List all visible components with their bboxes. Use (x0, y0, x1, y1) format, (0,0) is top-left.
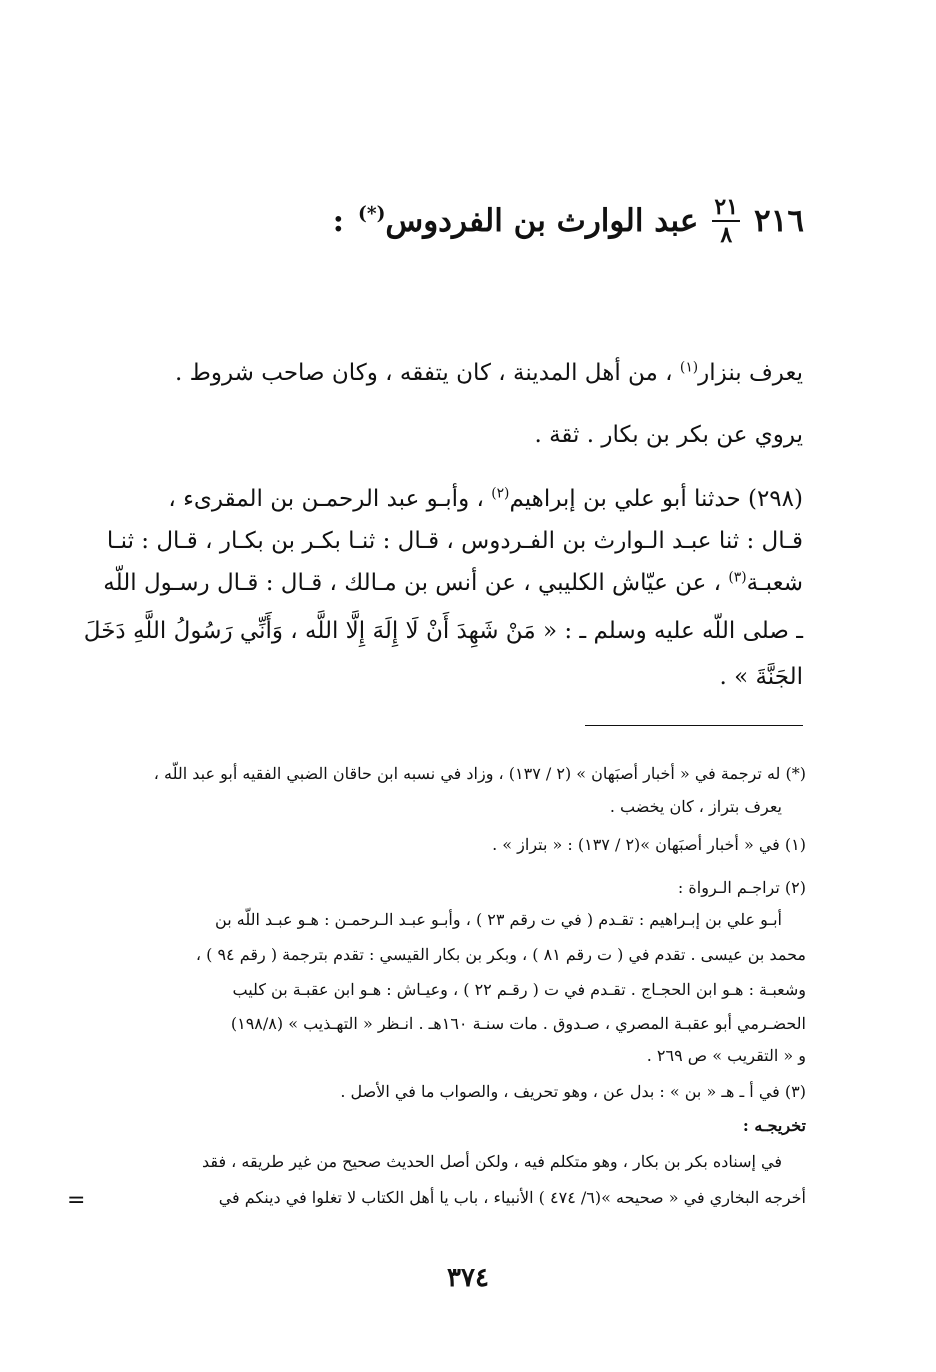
footnote-separator (585, 725, 803, 726)
footnote-2-line (647, 1046, 806, 1065)
footnote-2-line (215, 910, 782, 929)
footnote-heading: (٢) تراجـم الـرواة : (677, 878, 806, 897)
footnote-text: الحضـرمي أبو عقبـة المصري ، صـدوق . مات سنـة ١٦٠هـ . انـظر « التهـذيب » (١٩٨/٨) (230, 1014, 806, 1033)
footnote-text: يعرف بتراز ، كان يخضب . (609, 797, 782, 816)
footnote-ref-3: (٣) (728, 569, 747, 586)
hadith-text: (٢٩٨) حدثنا أبو علي بن إبراهيم (509, 486, 803, 512)
takhrij-heading: تخريجـه : (742, 1116, 806, 1135)
intro-text-before: يعرف بنزار (698, 360, 803, 386)
hadith-line (168, 486, 803, 512)
takhrij-title (743, 1116, 806, 1135)
footnote-text: (٣) في أ ـ هـ « بن » : بدل عن ، وهو تحريف ، والصواب ما في الأصل . (340, 1082, 806, 1101)
takhrij-text: أخرجه البخاري في « صحيحه »(٦/ ٤٧٤ ) الأنبياء ، باب يا أهل الكتاب لا تغلوا في دينكم في (218, 1188, 806, 1207)
intro-line (534, 422, 803, 448)
hadith-text: الجَنَّةَ » . (719, 664, 803, 690)
hadith-line (107, 528, 803, 554)
footnote-text: (*) له ترجمة في « أخبار أصبَهان » (٢ / ١٣٧) ، وزاد في نسبه ابن حاقان الضبي الفقيه أبو عبد اللّه ، (153, 764, 806, 783)
footnote-text: و « التقريب » ص ٢٦٩ . (646, 1046, 806, 1065)
footnote-2-line (196, 945, 806, 964)
page-number: ٣٧٤ (447, 1263, 489, 1293)
footnote-text: وشعبـة : هـو ابن الحجـاج . تقـدم في ت ( رقـم ٢٢ ) ، وعيـاش : هـو ابن عقبـة بن كليب (232, 980, 806, 999)
entry-heading (333, 196, 804, 246)
cross-reference-fraction (712, 196, 740, 246)
heading-footnote-mark: (*) (358, 203, 386, 225)
takhrij-line (219, 1188, 806, 1207)
footnote-ref-2: (٢) (491, 485, 510, 502)
narrator-name (358, 203, 698, 239)
footnote-star-continued (610, 797, 782, 816)
hadith-text: ، وأبـو عبد الرحمـن بن المقرىء ، (168, 486, 484, 512)
hadith-text: قـال : ثنا عبـد الـوارث بن الفـردوس ، قـال : ثنـا بكـر بن بكـار ، قـال : ثنـا (106, 528, 803, 554)
footnote-text: (١) في « أخبار أصبَهان »(٢ / ١٣٧) : « بتراز » . (492, 835, 806, 854)
hadith-text: ، عن عيّاش الكليبي ، عن أنس بن مـالك ، قـال : قـال رسـول اللّه (103, 570, 722, 596)
footnote-3 (340, 1082, 806, 1101)
hadith-text: شعبـة (746, 570, 803, 596)
hadith-line (84, 618, 803, 644)
footnote-1 (492, 835, 806, 854)
footnote-star (154, 764, 806, 783)
intro-line (175, 360, 803, 386)
fraction-denominator: ٨ (720, 222, 733, 248)
footnote-text: أبـو علي بن إبـراهيم : تقـدم ( في ت رقم ٢٣ ) ، وأبـو عبـد الـرحمـن : هـو عبـد اللّه بن (215, 910, 782, 929)
entry-number: ٢١٦ (754, 203, 804, 239)
fraction-numerator: ٢١ (714, 194, 739, 220)
hadith-text: ـ صلى اللّه عليه وسلم ـ : « مَنْ شَهِدَ أَنْ لَا إِلَهَ إِلَّا اللَّه ، وَأَنِّي رَسُولُ اللَّهِ دَخَلَ (83, 618, 803, 644)
footnote-2-title (678, 878, 806, 897)
footnote-ref-1: (١) (679, 359, 699, 376)
intro-text-after: ، من أهل المدينة ، كان يتفقه ، وكان صاحب شروط . (174, 360, 673, 386)
narrator-name-text: عبد الوارث بن الفردوس (385, 203, 699, 239)
footnote-2-line (231, 1014, 806, 1033)
hadith-line (103, 570, 803, 596)
heading-colon: : (332, 203, 345, 239)
continuation-mark: = (67, 1188, 86, 1213)
intro-text: يروي عن بكر بن بكار . ثقة . (534, 422, 803, 448)
takhrij-line (202, 1152, 782, 1171)
footnote-text: محمد بن عيسى . تقدم في ( ت رقم ٨١ ) ، وبكر بن بكار القيسي : تقدم بترجمة ( رقم ٩٤ ) ، (195, 945, 806, 964)
takhrij-text: في إسناده بكر بن بكار ، وهو متكلم فيه ، ولكن أصل الحديث صحيح من غير طريقه ، فقد (201, 1152, 782, 1171)
footnote-2-line (233, 980, 807, 999)
hadith-line (719, 664, 803, 690)
